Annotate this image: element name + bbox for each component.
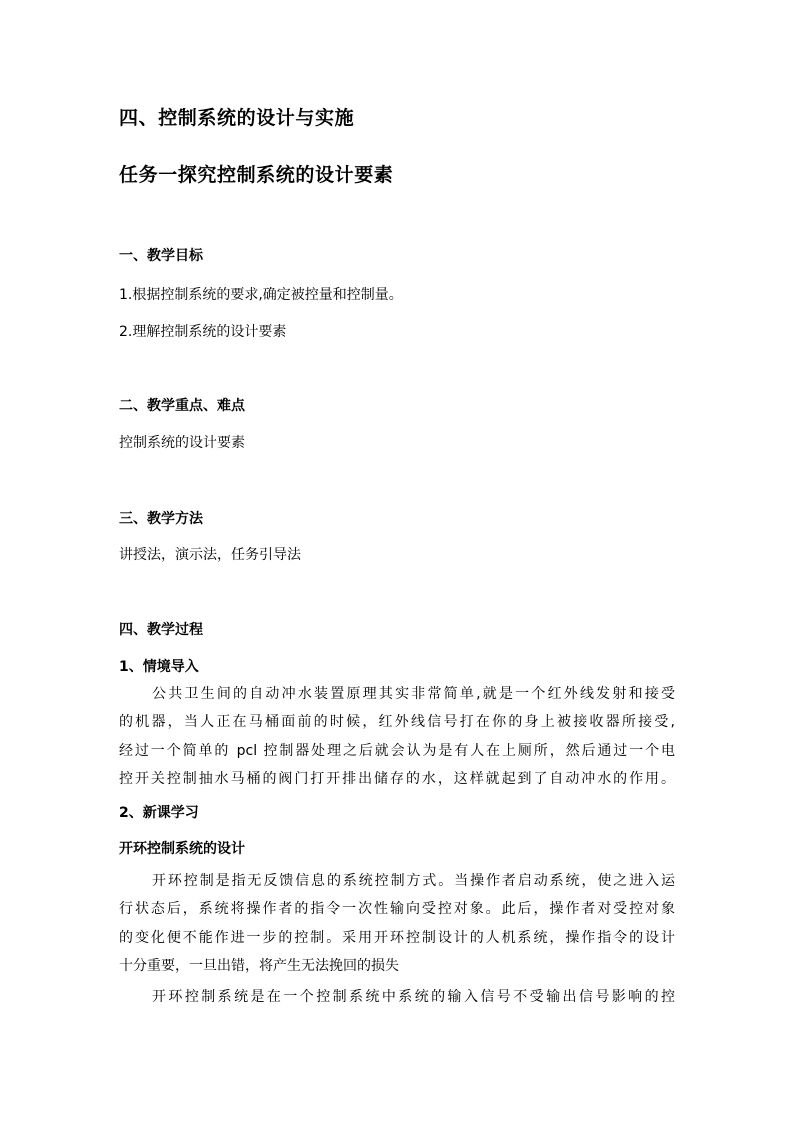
paragraph-line: 控开关控制抽水马桶的阀门打开排出储存的水，这样就起到了自动冲水的作用。 [119,770,675,787]
open-loop-paragraph [119,867,675,980]
paragraph-line: 的机器，当人正在马桶面前的时候，红外线信号打在你的身上被接收器所接受, [119,714,675,731]
paragraph-line: 开环控制系统是在一个控制系统中系统的输入信号不受输出信号影响的控 [152,989,675,1005]
objective-item: 1.根据控制系统的要求,确定被控量和控制量。 [119,287,403,303]
paragraph-line: 十分重要，一旦出错，将产生无法挽回的损失 [119,957,399,974]
key-points-text: 控制系统的设计要素 [119,435,245,451]
paragraph-line: 行状态后，系统将操作者的指令一次性输向受控对象。此后，操作者对受控对象 [119,901,675,918]
methods-text: 讲授法，演示法，任务引导法 [119,547,301,563]
section-heading-key-points: 二、教学重点、难点 [119,398,245,414]
paragraph-line: 经过一个简单的 pcl 控制器处理之后就会认为是有人在上厕所，然后通过一个电 [119,742,675,759]
paragraph-line: 的变化便不能作进一步的控制。采用开环控制设计的人机系统，操作指令的设计 [119,929,675,946]
document-title: 四、控制系统的设计与实施 [119,107,355,129]
subsection-heading-new-lesson: 2、新课学习 [119,805,199,821]
document-subtitle: 任务一探究控制系统的设计要素 [119,164,394,186]
section-heading-process: 四、教学过程 [119,622,203,638]
topic-heading: 开环控制系统的设计 [119,841,245,857]
intro-paragraph [119,680,675,793]
section-heading-objectives: 一、教学目标 [119,248,203,264]
open-loop-definition-paragraph [119,983,675,1011]
section-heading-methods: 三、教学方法 [119,511,203,527]
paragraph-line: 公共卫生间的自动冲水装置原理其实非常简单,就是一个红外线发射和接受 [152,686,675,702]
subsection-heading-intro: 1、情境导入 [119,659,199,675]
paragraph-line: 开环控制是指无反馈信息的系统控制方式。当操作者启动系统，使之进入运 [152,873,675,889]
objective-item: 2.理解控制系统的设计要素 [119,324,287,340]
